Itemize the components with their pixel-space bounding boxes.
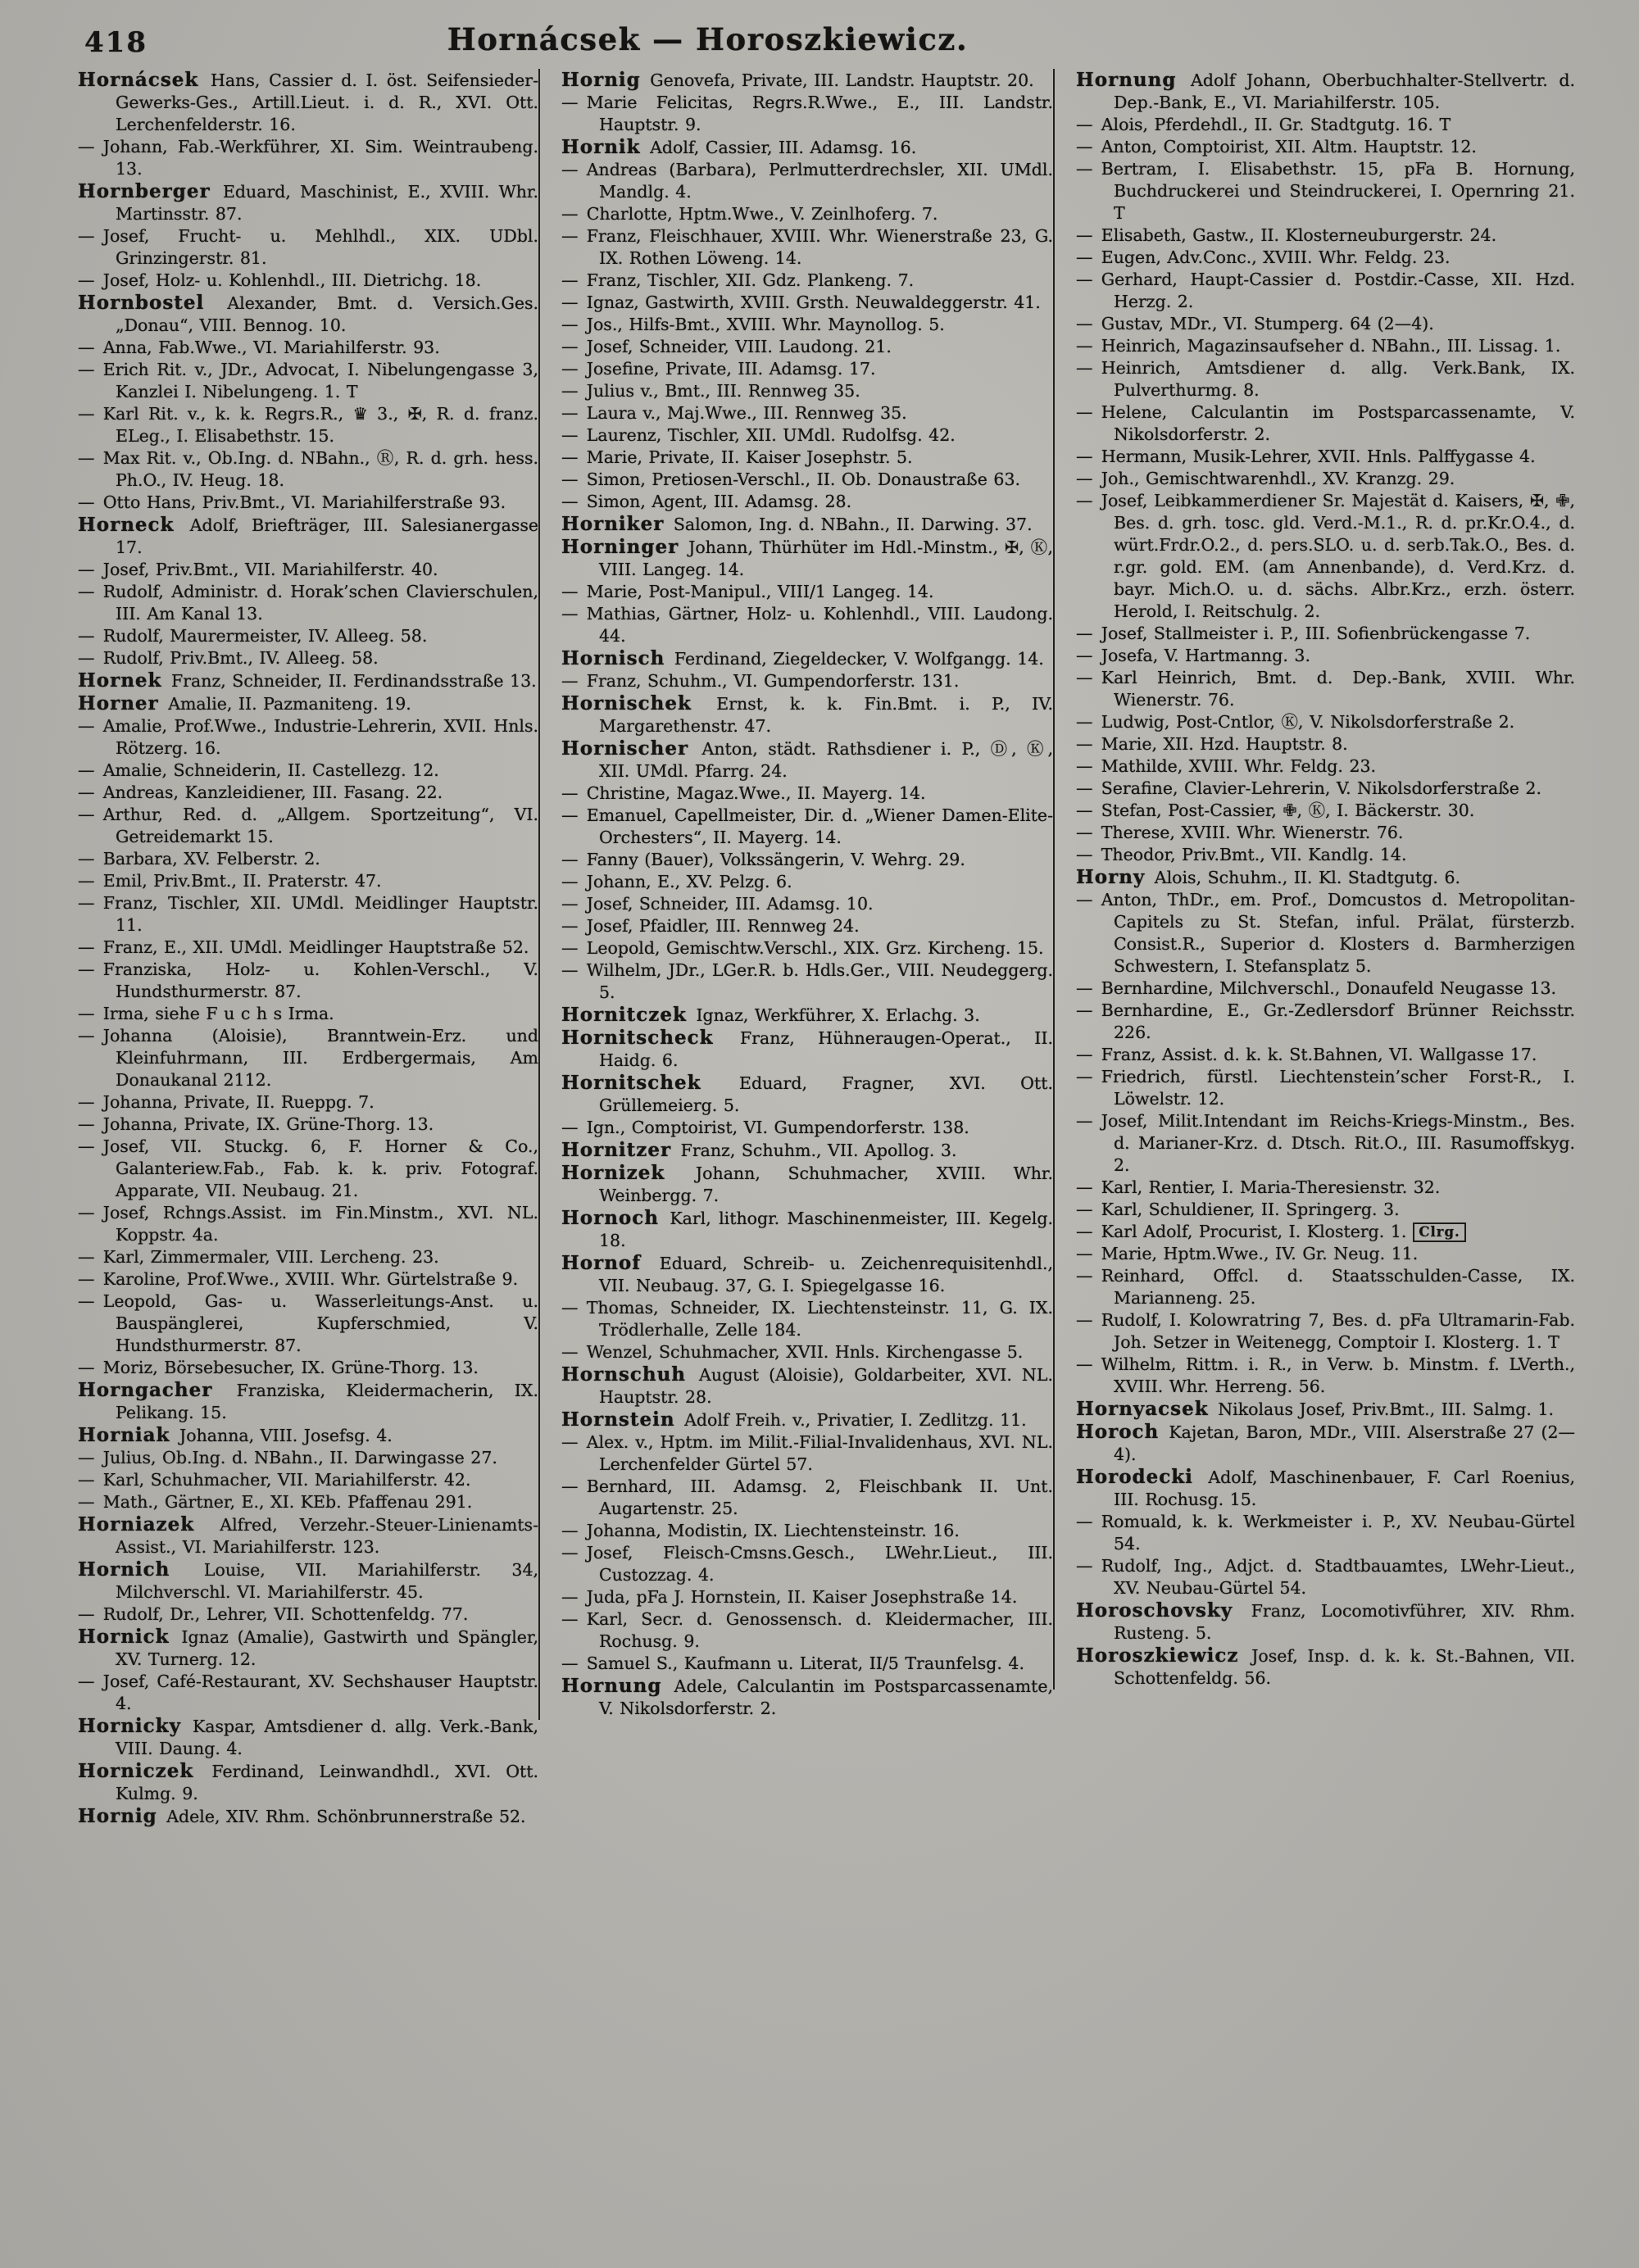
directory-entry: — Rudolf, I. Kolowratring 7, Bes. d. pFa Ultramarin-Fab. Joh. Setzer in Weitenegg, Comptoir I. Klosterg. 1. T: [1076, 1310, 1575, 1352]
directory-entry: — Franz, Tischler, XII. UMdl. Meidlinger Hauptstr. 11.: [78, 893, 538, 935]
directory-entry: — Ignaz, Gastwirth, XVIII. Grsth. Neuwaldeggerstr. 41.: [561, 293, 1041, 312]
columns-container: [78, 69, 1608, 1828]
directory-entry: — Josefa, V. Hartmanng. 3.: [1076, 646, 1310, 665]
entry-surname: Hornberger: [78, 180, 211, 202]
entry-surname: Horniak: [78, 1424, 170, 1446]
directory-entry-head: Hornitscheck Franz, Hühneraugen-Operat., II. Haidg. 6.: [561, 1027, 1053, 1070]
directory-entry: — Gustav, MDr., VI. Stumperg. 64 (2—4).: [1076, 314, 1434, 333]
directory-entry-head: Horoschovsky Franz, Locomotivführer, XIV. Rhm. Rusteng. 5.: [1076, 1599, 1575, 1643]
directory-entry: — Wilhelm, JDr., LGer.R. b. Hdls.Ger., VIII. Neudeggerg. 5.: [561, 960, 1053, 1002]
entry-surname: Hornung: [1076, 69, 1177, 91]
directory-entry: — Franz, Schuhm., VI. Gumpendorferstr. 131.: [561, 671, 960, 691]
directory-entry: — Alois, Pferdehdl., II. Gr. Stadtgutg. 16. T: [1076, 115, 1451, 134]
directory-entry: — Laurenz, Tischler, XII. UMdl. Rudolfsg. 42.: [561, 425, 956, 445]
entry-surname: Horngacher: [78, 1379, 213, 1401]
directory-entry-head: Hornisch Ferdinand, Ziegeldecker, V. Wolfgangg. 14.: [561, 647, 1044, 669]
directory-entry: — Josef, Leibkammerdiener Sr. Majestät d. Kaisers, ✠, ✙, Bes. d. grh. tosc. gld. Verd.-M.1., R. d. pr.Kr.O.4., d. würt.Frdr.O.2., d. pers.SLO. u. d. serb.Tak.O., Bes. d. r.gr. gold. EM. (am Annenbande), d. Verd.Krz. d. bayr. Mich.O. u. d. sächs. Albr.Krz., erzh. österr. Herold, I. Reitschulg. 2.: [1076, 491, 1575, 621]
directory-entry: — Johanna, Modistin, IX. Liechtensteinstr. 16.: [561, 1521, 960, 1540]
entry-surname: Hornstein: [561, 1408, 675, 1431]
page-header: [78, 18, 1608, 69]
directory-entry: — Helene, Calculantin im Postsparcassenamte, V. Nikolsdorferstr. 2.: [1076, 402, 1575, 444]
directory-entry: — Johanna, Private, II. Rueppg. 7.: [78, 1092, 375, 1112]
entry-badge: Clrg.: [1413, 1222, 1465, 1242]
directory-entry: — Barbara, XV. Felberstr. 2.: [78, 849, 320, 869]
directory-entry: — Bernhardine, Milchverschl., Donaufeld Neugasse 13.: [1076, 978, 1557, 998]
directory-entry: — Josef, Stallmeister i. P., III. Sofienbrückengasse 7.: [1076, 624, 1531, 643]
entry-surname: Hornig: [78, 1805, 157, 1827]
directory-entry-head: Hornácsek Hans, Cassier d. I. öst. Seifensieder-Gewerks-Ges., Artill.Lieut. i. d. R., XVI. Ott. Lerchenfelderstr. 16.: [78, 69, 538, 134]
entry-surname: Hornizek: [561, 1162, 665, 1184]
entry-surname: Hornschuh: [561, 1363, 687, 1386]
directory-entry: — Marie, Post-Manipul., VIII/1 Langeg. 14.: [561, 582, 934, 601]
entry-surname: Horneck: [78, 514, 175, 536]
directory-entry-head: Horner Amalie, II. Pazmaniteng. 19.: [78, 692, 411, 714]
directory-entry: — Josef, Holz- u. Kohlenhdl., III. Dietrichg. 18.: [78, 270, 482, 290]
directory-entry: — Josefine, Private, III. Adamsg. 17.: [561, 359, 876, 379]
directory-entry: — Julius v., Bmt., III. Rennweg 35.: [561, 381, 860, 401]
directory-entry: — Joh., Gemischtwarenhdl., XV. Kranzg. 29.: [1076, 469, 1455, 488]
directory-entry: — Rudolf, Administr. d. Horak’schen Clavierschulen, III. Am Kanal 13.: [78, 582, 538, 624]
directory-entry: — Andreas (Barbara), Perlmutterdrechsler, XII. UMdl. Mandlg. 4.: [561, 160, 1053, 202]
entry-surname: Hornicky: [78, 1715, 181, 1737]
directory-entry: — Theodor, Priv.Bmt., VII. Kandlg. 14.: [1076, 845, 1407, 864]
entry-surname: Horniczek: [78, 1760, 194, 1782]
directory-entry-head: Horniazek Alfred, Verzehr.-Steuer-Linienamts-Assist., VI. Mariahilferstr. 123.: [78, 1513, 538, 1557]
directory-entry: — Josef, Café-Restaurant, XV. Sechshauser Hauptstr. 4.: [78, 1672, 538, 1713]
directory-entry: — Irma, siehe F u c h s Irma.: [78, 1004, 334, 1023]
directory-entry: — Amalie, Prof.Wwe., Industrie-Lehrerin, XVII. Hnls. Rötzerg. 16.: [78, 716, 538, 758]
directory-entry: — Johann, E., XV. Pelzg. 6.: [561, 872, 792, 891]
directory-entry: — Christine, Magaz.Wwe., II. Mayerg. 14.: [561, 783, 926, 803]
directory-entry: — Amalie, Schneiderin, II. Castellezg. 12.: [78, 760, 439, 780]
directory-entry: — Karl Adolf, Procurist, I. Klosterg. 1. Clrg.: [1076, 1221, 1575, 1243]
entry-surname: Hornoch: [561, 1207, 659, 1229]
directory-entry: — Emanuel, Capellmeister, Dir. d. „Wiener Damen-Elite-Orchesters“, II. Mayerg. 14.: [561, 805, 1053, 847]
directory-entry-head: Hornbostel Alexander, Bmt. d. Versich.Ges. „Donau“, VIII. Bennog. 10.: [78, 292, 538, 335]
directory-entry-head: Hornschuh August (Aloisie), Goldarbeiter, XVI. NL. Hauptstr. 28.: [561, 1363, 1053, 1407]
directory-entry: — Karl, Zimmermaler, VIII. Lercheng. 23.: [78, 1247, 439, 1267]
directory-entry: — Karl Heinrich, Bmt. d. Dep.-Bank, XVIII. Whr. Wienerstr. 76.: [1076, 668, 1575, 710]
entry-surname: Hornitschek: [561, 1072, 701, 1094]
directory-entry: — Rudolf, Ing., Adjct. d. Stadtbauamtes, LWehr-Lieut., XV. Neubau-Gürtel 54.: [1076, 1556, 1575, 1598]
directory-entry: — Jos., Hilfs-Bmt., XVIII. Whr. Maynollog. 5.: [561, 315, 945, 334]
directory-entry: — Bernhardine, E., Gr.-Zedlersdorf Brünner Reichsstr. 226.: [1076, 1000, 1575, 1042]
directory-entry: — Josef, Frucht- u. Mehlhdl., XIX. UDbl. Grinzingerstr. 81.: [78, 226, 538, 268]
page-title: Hornácsek — Horoszkiewicz.: [447, 21, 969, 57]
directory-entry: — Juda, pFa J. Hornstein, II. Kaiser Josephstraße 14.: [561, 1587, 1018, 1607]
directory-entry: — Stefan, Post-Cassier, ✙, Ⓚ, I. Bäckerstr. 30.: [1076, 801, 1475, 820]
entry-surname: Hornitzer: [561, 1139, 672, 1161]
directory-entry: — Serafine, Clavier-Lehrerin, V. Nikolsdorferstraße 2.: [1076, 778, 1541, 798]
page-number: 418: [84, 26, 148, 59]
directory-entry: — Samuel S., Kaufmann u. Literat, II/5 Traunfelsg. 4.: [561, 1653, 1024, 1673]
directory-entry: — Franz, Fleischhauer, XVIII. Whr. Wienerstraße 23, G. IX. Rothen Löweng. 14.: [561, 226, 1053, 268]
directory-entry: — Anna, Fab.Wwe., VI. Mariahilferstr. 93.: [78, 338, 440, 357]
directory-entry: — Erich Rit. v., JDr., Advocat, I. Nibelungengasse 3, Kanzlei I. Nibelungeng. 1. T: [78, 360, 538, 401]
directory-entry: — Eugen, Adv.Conc., XVIII. Whr. Feldg. 23.: [1076, 247, 1451, 267]
directory-entry: — Franz, Tischler, XII. Gdz. Plankeng. 7.: [561, 270, 915, 290]
directory-entry: — Otto Hans, Priv.Bmt., VI. Mariahilferstraße 93.: [78, 492, 506, 512]
directory-entry: — Moriz, Börsebesucher, IX. Grüne-Thorg. 13.: [78, 1358, 479, 1377]
directory-entry-head: Hornizek Johann, Schuhmacher, XVIII. Whr. Weinbergg. 7.: [561, 1162, 1053, 1205]
directory-entry-head: Horodecki Adolf, Maschinenbauer, F. Carl Roenius, III. Rochusg. 15.: [1076, 1466, 1575, 1509]
directory-entry-head: Horniczek Ferdinand, Leinwandhdl., XVI. Ott. Kulmg. 9.: [78, 1760, 538, 1803]
directory-entry: — Arthur, Red. d. „Allgem. Sportzeitung“, VI. Getreidemarkt 15.: [78, 805, 538, 846]
directory-entry-head: Horoszkiewicz Josef, Insp. d. k. k. St.-Bahnen, VII. Schottenfeldg. 56.: [1076, 1644, 1575, 1688]
directory-entry: — Karl, Rentier, I. Maria-Theresienstr. 32.: [1076, 1177, 1441, 1197]
directory-entry: — Anton, ThDr., em. Prof., Domcustos d. Metropolitan-Capitels zu St. Stefan, inful. Prälat, fürsterzb. Consist.R., Superior d. Klosters d. Barmherzigen Schwestern, I. Stefansplatz 5.: [1076, 890, 1575, 976]
directory-entry-head: Horniak Johanna, VIII. Josefsg. 4.: [78, 1424, 393, 1446]
directory-entry: — Julius, Ob.Ing. d. NBahn., II. Darwingasse 27.: [78, 1448, 497, 1467]
directory-entry: — Franz, Assist. d. k. k. St.Bahnen, VI. Wallgasse 17.: [1076, 1045, 1537, 1064]
directory-entry-head: Hornung Adele, Calculantin im Postsparcassenamte, V. Nikolsdorferstr. 2.: [561, 1675, 1053, 1718]
directory-entry: — Bernhard, III. Adamsg. 2, Fleischbank II. Unt. Augartenstr. 25.: [561, 1476, 1053, 1518]
directory-entry: — Karl, Schuldiener, II. Springerg. 3.: [1076, 1200, 1400, 1219]
entry-surname: Horner: [78, 692, 159, 714]
directory-entry: — Josef, Rchngs.Assist. im Fin.Minstm., XVI. NL. Koppstr. 4a.: [78, 1203, 538, 1245]
directory-entry: — Franz, E., XII. UMdl. Meidlinger Hauptstraße 52.: [78, 937, 529, 957]
directory-entry: — Franziska, Holz- u. Kohlen-Verschl., V. Hundsthurmerstr. 87.: [78, 959, 538, 1001]
directory-entry-head: Hornoch Karl, lithogr. Maschinenmeister, III. Kegelg. 18.: [561, 1207, 1053, 1250]
directory-entry: — Ludwig, Post-Cntlor, Ⓚ, V. Nikolsdorferstraße 2.: [1076, 712, 1515, 732]
directory-entry-head: Hornitschek Eduard, Fragner, XVI. Ott. Grüllemeierg. 5.: [561, 1072, 1053, 1115]
entry-surname: Hornischer: [561, 737, 689, 760]
directory-entry-head: Hornberger Eduard, Maschinist, E., XVIII. Whr. Martinsstr. 87.: [78, 180, 538, 224]
directory-entry-head: Horoch Kajetan, Baron, MDr., VIII. Alserstraße 27 (2—4).: [1076, 1421, 1575, 1464]
directory-entry: — Karl, Secr. d. Genossensch. d. Kleidermacher, III. Rochusg. 9.: [561, 1609, 1053, 1651]
directory-entry: — Thomas, Schneider, IX. Liechtensteinstr. 11, G. IX. Trödlerhalle, Zelle 184.: [561, 1298, 1053, 1340]
entry-surname: Hornek: [78, 669, 162, 692]
directory-entry: — Therese, XVIII. Whr. Wienerstr. 76.: [1076, 823, 1404, 842]
directory-entry: — Math., Gärtner, E., XI. KEb. Pfaffenau 291.: [78, 1492, 473, 1512]
directory-entry: — Hermann, Musik-Lehrer, XVII. Hnls. Palffygasse 4.: [1076, 447, 1536, 466]
directory-entry: — Gerhard, Haupt-Cassier d. Postdir.-Casse, XII. Hzd. Herzg. 2.: [1076, 270, 1575, 311]
directory-entry: — Johann, Fab.-Werkführer, XI. Sim. Weintraubeng. 13.: [78, 137, 538, 179]
directory-column-1: [78, 69, 538, 1828]
directory-entry: — Ign., Comptoirist, VI. Gumpendorferstr. 138.: [561, 1118, 969, 1137]
entry-surname: Hornof: [561, 1252, 642, 1274]
directory-entry-head: Horngacher Franziska, Kleidermacherin, IX. Pelikang. 15.: [78, 1379, 538, 1422]
directory-entry: — Elisabeth, Gastw., II. Klosterneuburgerstr. 24.: [1076, 225, 1497, 245]
directory-entry-head: Hornyacsek Nikolaus Josef, Priv.Bmt., III. Salmg. 1.: [1076, 1398, 1555, 1420]
entry-surname: Hornick: [78, 1626, 170, 1648]
directory-entry: — Wenzel, Schuhmacher, XVII. Hnls. Kirchengasse 5.: [561, 1342, 1024, 1362]
directory-entry: — Josef, Milit.Intendant im Reichs-Kriegs-Minstm., Bes. d. Marianer-Krz. d. Dtsch. Rit.O., III. Rasumoffskyg. 2.: [1076, 1111, 1575, 1175]
directory-entry: — Alex. v., Hptm. im Milit.-Filial-Invalidenhaus, XVI. NL. Lerchenfelder Gürtel 57.: [561, 1432, 1053, 1474]
directory-entry-head: Hornitczek Ignaz, Werkführer, X. Erlachg. 3.: [561, 1004, 980, 1026]
directory-column-3: [1053, 69, 1575, 1690]
directory-entry: — Marie Felicitas, Regrs.R.Wwe., E., III. Landstr. Hauptstr. 9.: [561, 93, 1053, 134]
directory-entry: — Romuald, k. k. Werkmeister i. P., XV. Neubau-Gürtel 54.: [1076, 1512, 1575, 1554]
entry-surname: Horoszkiewicz: [1076, 1644, 1239, 1667]
directory-column-2: [538, 69, 1053, 1720]
directory-entry: — Simon, Pretiosen-Verschl., II. Ob. Donaustraße 63.: [561, 469, 1021, 489]
directory-entry: — Emil, Priv.Bmt., II. Praterstr. 47.: [78, 871, 382, 891]
directory-entry: — Marie, Private, II. Kaiser Josephstr. 5.: [561, 447, 913, 467]
entry-surname: Horodecki: [1076, 1466, 1193, 1488]
directory-entry: — Karl, Schuhmacher, VII. Mariahilferstr. 42.: [78, 1470, 471, 1490]
directory-entry-head: Hornischek Ernst, k. k. Fin.Bmt. i. P., IV. Margarethenstr. 47.: [561, 692, 1053, 736]
directory-entry: — Friedrich, fürstl. Liechtenstein’scher Forst-R., I. Löwelstr. 12.: [1076, 1067, 1575, 1109]
directory-entry: — Josef, Priv.Bmt., VII. Mariahilferstr. 40.: [78, 560, 438, 579]
directory-entry-head: Hornich Louise, VII. Mariahilferstr. 34, Milchverschl. VI. Mariahilferstr. 45.: [78, 1558, 538, 1602]
entry-surname: Hornácsek: [78, 69, 199, 91]
directory-entry: — Marie, Hptm.Wwe., IV. Gr. Neug. 11.: [1076, 1244, 1419, 1263]
directory-entry-head: Horny Alois, Schuhm., II. Kl. Stadtgutg. 6.: [1076, 866, 1461, 888]
directory-entry-head: Horninger Johann, Thürhüter im Hdl.-Minstm., ✠, Ⓚ, VIII. Langeg. 14.: [561, 536, 1053, 579]
directory-entry: — Leopold, Gas- u. Wasserleitungs-Anst. u. Bauspänglerei, Kupferschmied, V. Hundsthurmerstr. 87.: [78, 1291, 538, 1355]
directory-entry: — Josef, Pfaidler, III. Rennweg 24.: [561, 916, 860, 936]
directory-entry: — Johanna (Aloisie), Branntwein-Erz. und Kleinfuhrmann, III. Erdbergermais, Am Donaukanal 2112.: [78, 1026, 538, 1090]
directory-entry: — Johanna, Private, IX. Grüne-Thorg. 13.: [78, 1114, 434, 1134]
directory-entry: — Fanny (Bauer), Volkssängerin, V. Wehrg. 29.: [561, 850, 965, 869]
directory-entry-head: Hornitzer Franz, Schuhm., VII. Apollog. 3.: [561, 1139, 957, 1161]
directory-entry: — Mathias, Gärtner, Holz- u. Kohlenhdl., VIII. Laudong. 44.: [561, 604, 1053, 646]
directory-entry: — Wilhelm, Rittm. i. R., in Verw. b. Minstm. f. LVerth., XVIII. Whr. Herreng. 56.: [1076, 1354, 1575, 1396]
entry-surname: Hornyacsek: [1076, 1398, 1209, 1420]
directory-entry: — Mathilde, XVIII. Whr. Feldg. 23.: [1076, 756, 1377, 776]
entry-surname: Hornik: [561, 136, 641, 158]
entry-surname: Horninger: [561, 536, 679, 558]
entry-surname: Horny: [1076, 866, 1146, 888]
directory-entry-head: Hornig Adele, XIV. Rhm. Schönbrunnerstraße 52.: [78, 1805, 526, 1827]
directory-entry-head: Hornig Genovefa, Private, III. Landstr. Hauptstr. 20.: [561, 69, 1034, 91]
directory-entry: — Karoline, Prof.Wwe., XVIII. Whr. Gürtelstraße 9.: [78, 1269, 519, 1289]
directory-entry: — Charlotte, Hptm.Wwe., V. Zeinlhoferg. 7.: [561, 204, 938, 224]
directory-entry: — Bertram, I. Elisabethstr. 15, pFa B. Hornung, Buchdruckerei und Steindruckerei, I. Opernring 21. T: [1076, 159, 1575, 223]
directory-entry-head: Horneck Adolf, Briefträger, III. Salesianergasse 17.: [78, 514, 538, 557]
directory-entry: — Marie, XII. Hzd. Hauptstr. 8.: [1076, 734, 1348, 754]
directory-entry: — Heinrich, Magazinsaufseher d. NBahn., III. Lissag. 1.: [1076, 336, 1561, 356]
directory-entry: — Josef, Fleisch-Cmsns.Gesch., LWehr.Lieut., III. Custozzag. 4.: [561, 1543, 1053, 1585]
directory-entry-head: Hornof Eduard, Schreib- u. Zeichenrequisitenhdl., VII. Neubaug. 37, G. I. Spiegelgasse 16.: [561, 1252, 1053, 1295]
directory-entry-head: Hornik Adolf, Cassier, III. Adamsg. 16.: [561, 136, 917, 158]
entry-surname: Horniazek: [78, 1513, 195, 1535]
entry-surname: Horoschovsky: [1076, 1599, 1233, 1622]
directory-entry: — Leopold, Gemischtw.Verschl., XIX. Grz. Kircheng. 15.: [561, 938, 1044, 958]
entry-surname: Hornitscheck: [561, 1027, 714, 1049]
entry-surname: Hornischek: [561, 692, 692, 714]
directory-entry: — Simon, Agent, III. Adamsg. 28.: [561, 492, 852, 511]
directory-entry-head: Hornicky Kaspar, Amtsdiener d. allg. Verk.-Bank, VIII. Daung. 4.: [78, 1715, 538, 1758]
directory-entry: — Josef, Schneider, VIII. Laudong. 21.: [561, 337, 892, 356]
directory-entry: — Reinhard, Offcl. d. Staatsschulden-Casse, IX. Marianneng. 25.: [1076, 1266, 1575, 1308]
entry-surname: Hornung: [561, 1675, 662, 1697]
directory-entry-head: Horniker Salomon, Ing. d. NBahn., II. Darwing. 37.: [561, 513, 1033, 535]
directory-entry: — Rudolf, Priv.Bmt., IV. Alleeg. 58.: [78, 648, 379, 668]
directory-entry: — Josef, Schneider, III. Adamsg. 10.: [561, 894, 874, 914]
directory-entry: — Andreas, Kanzleidiener, III. Fasang. 22.: [78, 782, 443, 802]
directory-entry: — Josef, VII. Stuckg. 6, F. Horner & Co., Galanteriew.Fab., Fab. k. k. priv. Fotograf. Apparate, VII. Neubaug. 21.: [78, 1136, 538, 1200]
entry-surname: Hornisch: [561, 647, 665, 669]
entry-surname: Horniker: [561, 513, 665, 535]
directory-entry: — Anton, Comptoirist, XII. Altm. Hauptstr. 12.: [1076, 137, 1477, 156]
directory-entry: — Heinrich, Amtsdiener d. allg. Verk.Bank, IX. Pulverthurmg. 8.: [1076, 358, 1575, 400]
directory-entry-head: Hornischer Anton, städt. Rathsdiener i. P., Ⓓ, Ⓚ, XII. UMdl. Pfarrg. 24.: [561, 737, 1053, 781]
directory-entry-head: Hornek Franz, Schneider, II. Ferdinandsstraße 13.: [78, 669, 537, 692]
directory-entry: — Rudolf, Dr., Lehrer, VII. Schottenfeldg. 77.: [78, 1604, 469, 1624]
entry-surname: Hornich: [78, 1558, 170, 1581]
directory-entry-head: Hornstein Adolf Freih. v., Privatier, I. Zedlitzg. 11.: [561, 1408, 1027, 1431]
entry-surname: Hornitczek: [561, 1004, 687, 1026]
directory-entry: — Max Rit. v., Ob.Ing. d. NBahn., Ⓡ, R. d. grh. hess. Ph.O., IV. Heug. 18.: [78, 448, 538, 490]
directory-entry: — Karl Rit. v., k. k. Regrs.R., ♛ 3., ✠, R. d. franz. ELeg., I. Elisabethstr. 15.: [78, 404, 538, 446]
directory-entry: — Rudolf, Maurermeister, IV. Alleeg. 58.: [78, 626, 428, 646]
directory-entry-head: Hornung Adolf Johann, Oberbuchhalter-Stellvertr. d. Dep.-Bank, E., VI. Mariahilferstr. 105.: [1076, 69, 1575, 112]
directory-entry-head: Hornick Ignaz (Amalie), Gastwirth und Spängler, XV. Turnerg. 12.: [78, 1626, 538, 1669]
directory-entry: — Laura v., Maj.Wwe., III. Rennweg 35.: [561, 403, 907, 423]
entry-surname: Horoch: [1076, 1421, 1160, 1443]
entry-surname: Hornbostel: [78, 292, 205, 314]
entry-surname: Hornig: [561, 69, 641, 91]
